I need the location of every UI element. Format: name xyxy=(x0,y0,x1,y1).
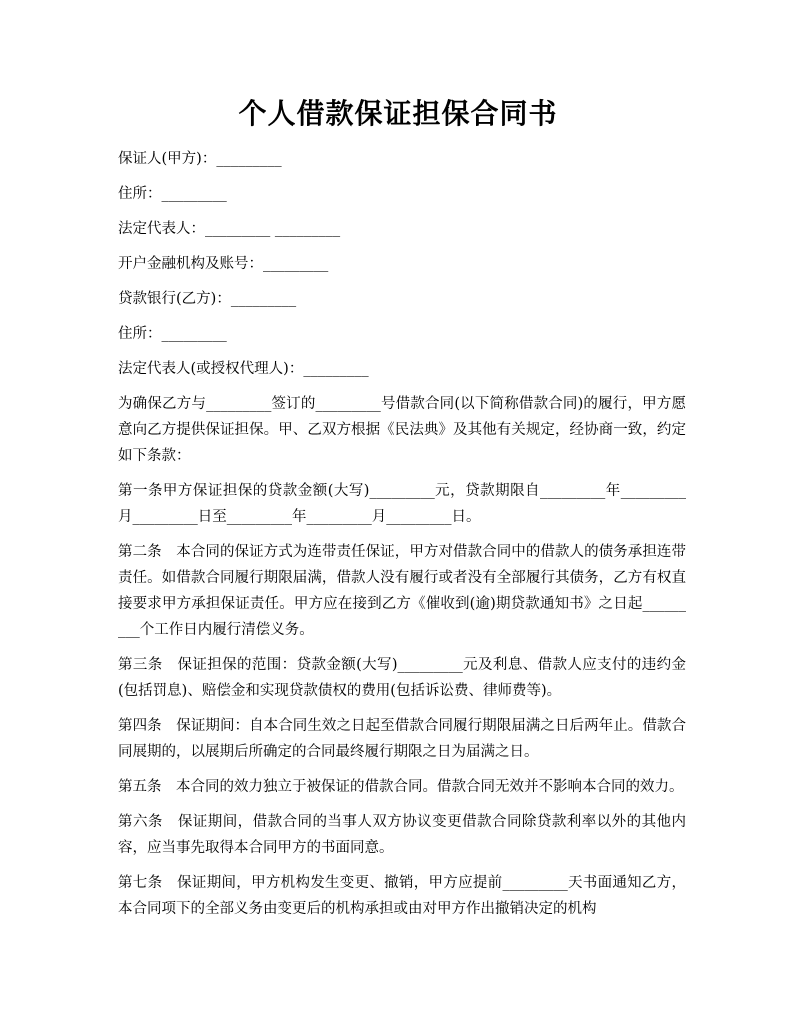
field-guarantor-legal-rep: 法定代表人：_________ _________ xyxy=(118,221,341,237)
field-guarantor-address: 住所：_________ xyxy=(118,186,227,202)
paragraph-article-1: 第一条甲方保证担保的贷款金额(大写)_________元，贷款期限自_________年_________月_________日至_________年_________月_________日。 xyxy=(118,483,686,525)
paragraph-article-2: 第二条 本合同的保证方式为连带责任保证，甲方对借款合同中的借款人的债务承担连带责任。如借款合同履行期限届满，借款人没有履行或者没有全部履行其债务，乙方有权直接要求甲方承担保证责任。甲方应在接到乙方《催收到(逾)期贷款通知书》之日起_________个工作日内履行清偿义务。 xyxy=(118,544,686,638)
field-lending-bank: 贷款银行(乙方)：_________ xyxy=(118,291,297,307)
paragraph-article-4: 第四条 保证期间：自本合同生效之日起至借款合同履行期限届满之日后两年止。借款合同展期的，以展期后所确定的合同最终履行期限之日为届满之日。 xyxy=(118,718,686,760)
field-bank-account: 开户金融机构及账号：_________ xyxy=(118,256,329,272)
paragraph-article-3: 第三条 保证担保的范围：贷款金额(大写)_________元及利息、借款人应支付的违约金(包括罚息)、赔偿金和实现贷款债权的费用(包括诉讼费、律师费等)。 xyxy=(118,657,686,699)
field-lender-legal-rep: 法定代表人(或授权代理人)：_________ xyxy=(118,361,369,377)
paragraph-article-7: 第七条 保证期间，甲方机构发生变更、撤销，甲方应提前_________天书面通知乙方，本合同项下的全部义务由变更后的机构承担或由对甲方作出撤销决定的机构 xyxy=(118,875,686,917)
paragraph-article-6: 第六条 保证期间，借款合同的当事人双方协议变更借款合同除贷款利率以外的其他内容，应当事先取得本合同甲方的书面同意。 xyxy=(118,814,686,856)
document-body xyxy=(118,146,686,931)
paragraph-article-5: 第五条 本合同的效力独立于被保证的借款合同。借款合同无效并不影响本合同的效力。 xyxy=(118,779,684,795)
document-title: 个人借款保证担保合同书 xyxy=(238,97,558,130)
field-guarantor: 保证人(甲方)：_________ xyxy=(118,151,282,167)
paragraph-preamble: 为确保乙方与_________签订的_________号借款合同(以下简称借款合同)的履行，甲方愿意向乙方提供保证担保。甲、乙双方根据《民法典》及其他有关规定，经协商一致，约定如下条款： xyxy=(118,396,686,464)
field-lender-address: 住所：_________ xyxy=(118,326,227,342)
